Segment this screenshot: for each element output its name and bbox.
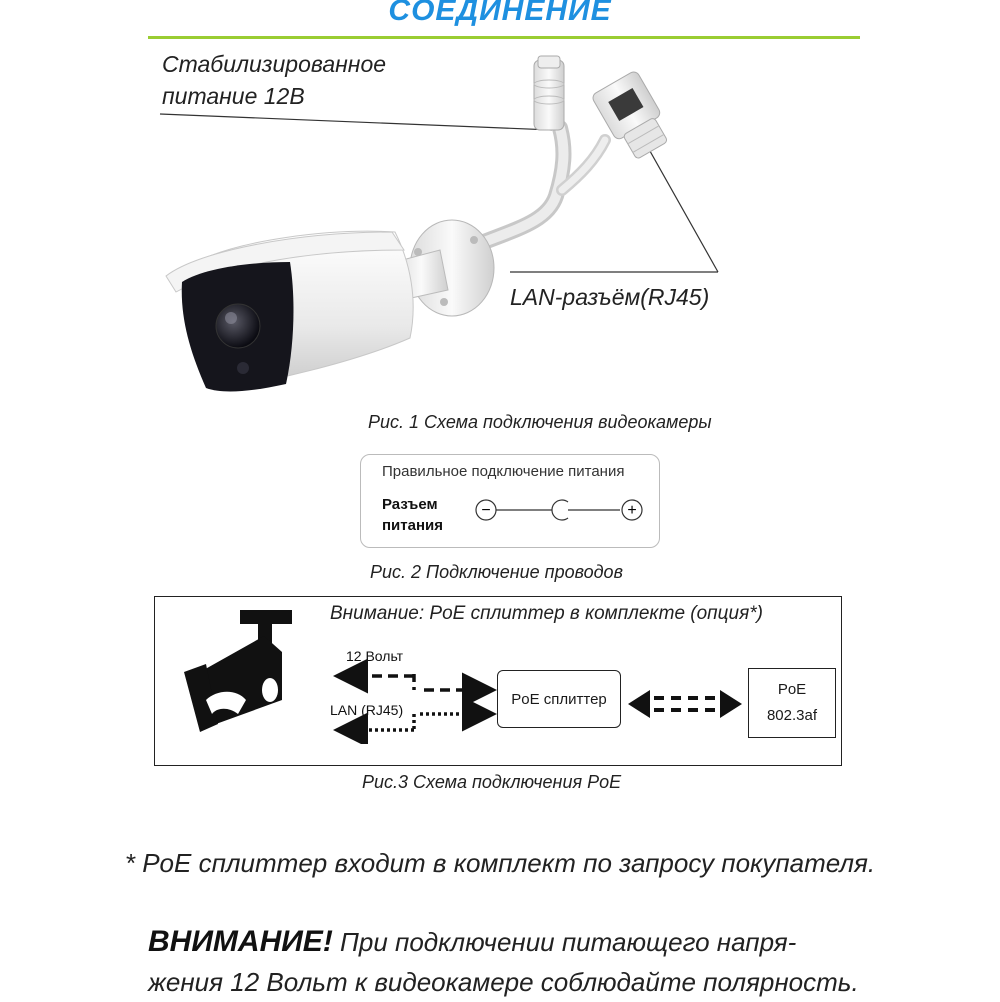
connector-label-line2: питания [382, 517, 444, 534]
poe-source-box [748, 668, 836, 738]
warning-heading: ВНИМАНИЕ! [148, 925, 333, 958]
volt-label: 12 Вольт [346, 648, 404, 664]
lan-rj45-label: LAN (RJ45) [330, 702, 404, 718]
power-label [162, 48, 386, 112]
power-label-line1: Стабилизированное [162, 51, 387, 77]
center-pin-icon [552, 500, 568, 520]
poe-source-line1: PoE [777, 681, 807, 698]
connector-label-line1: Разъем [382, 496, 438, 513]
page-title: СОЕДИНЕНИЕ [388, 0, 612, 27]
plus-symbol: + [627, 502, 637, 519]
fig1-caption: Рис. 1 Схема подключения видеокамеры [368, 412, 712, 432]
polarity-diagram [470, 494, 650, 528]
title-underline [148, 36, 860, 39]
polarity-box-title: Правильное подключение питания [382, 463, 625, 480]
fig2-caption: Рис. 2 Подключение проводов [370, 562, 623, 582]
minus-symbol: − [481, 502, 491, 519]
fig3-caption: Рис.3 Схема подключения PoE [362, 772, 622, 792]
poe-source-line2: 802.3af [766, 707, 818, 724]
poe-splitter-box [497, 670, 621, 728]
polarity-warning [148, 922, 868, 1002]
connector-label [382, 494, 443, 536]
footnote: * PoE сплиттер входит в комплект по запросу покупателя. [124, 848, 876, 878]
poe-splitter-label: PoE сплиттер [511, 690, 607, 708]
warning-text: При подключении питающего напря-жения 12 Вольт к видеокамере соблюдайте полярность. [148, 927, 859, 997]
lan-label: LAN-разъём(RJ45) [510, 284, 710, 310]
power-label-line2: питание 12В [162, 83, 305, 109]
camera-silhouette-icon [170, 606, 310, 736]
poe-note: Внимание: PoE сплиттер в комплекте (опция*) [330, 603, 763, 624]
